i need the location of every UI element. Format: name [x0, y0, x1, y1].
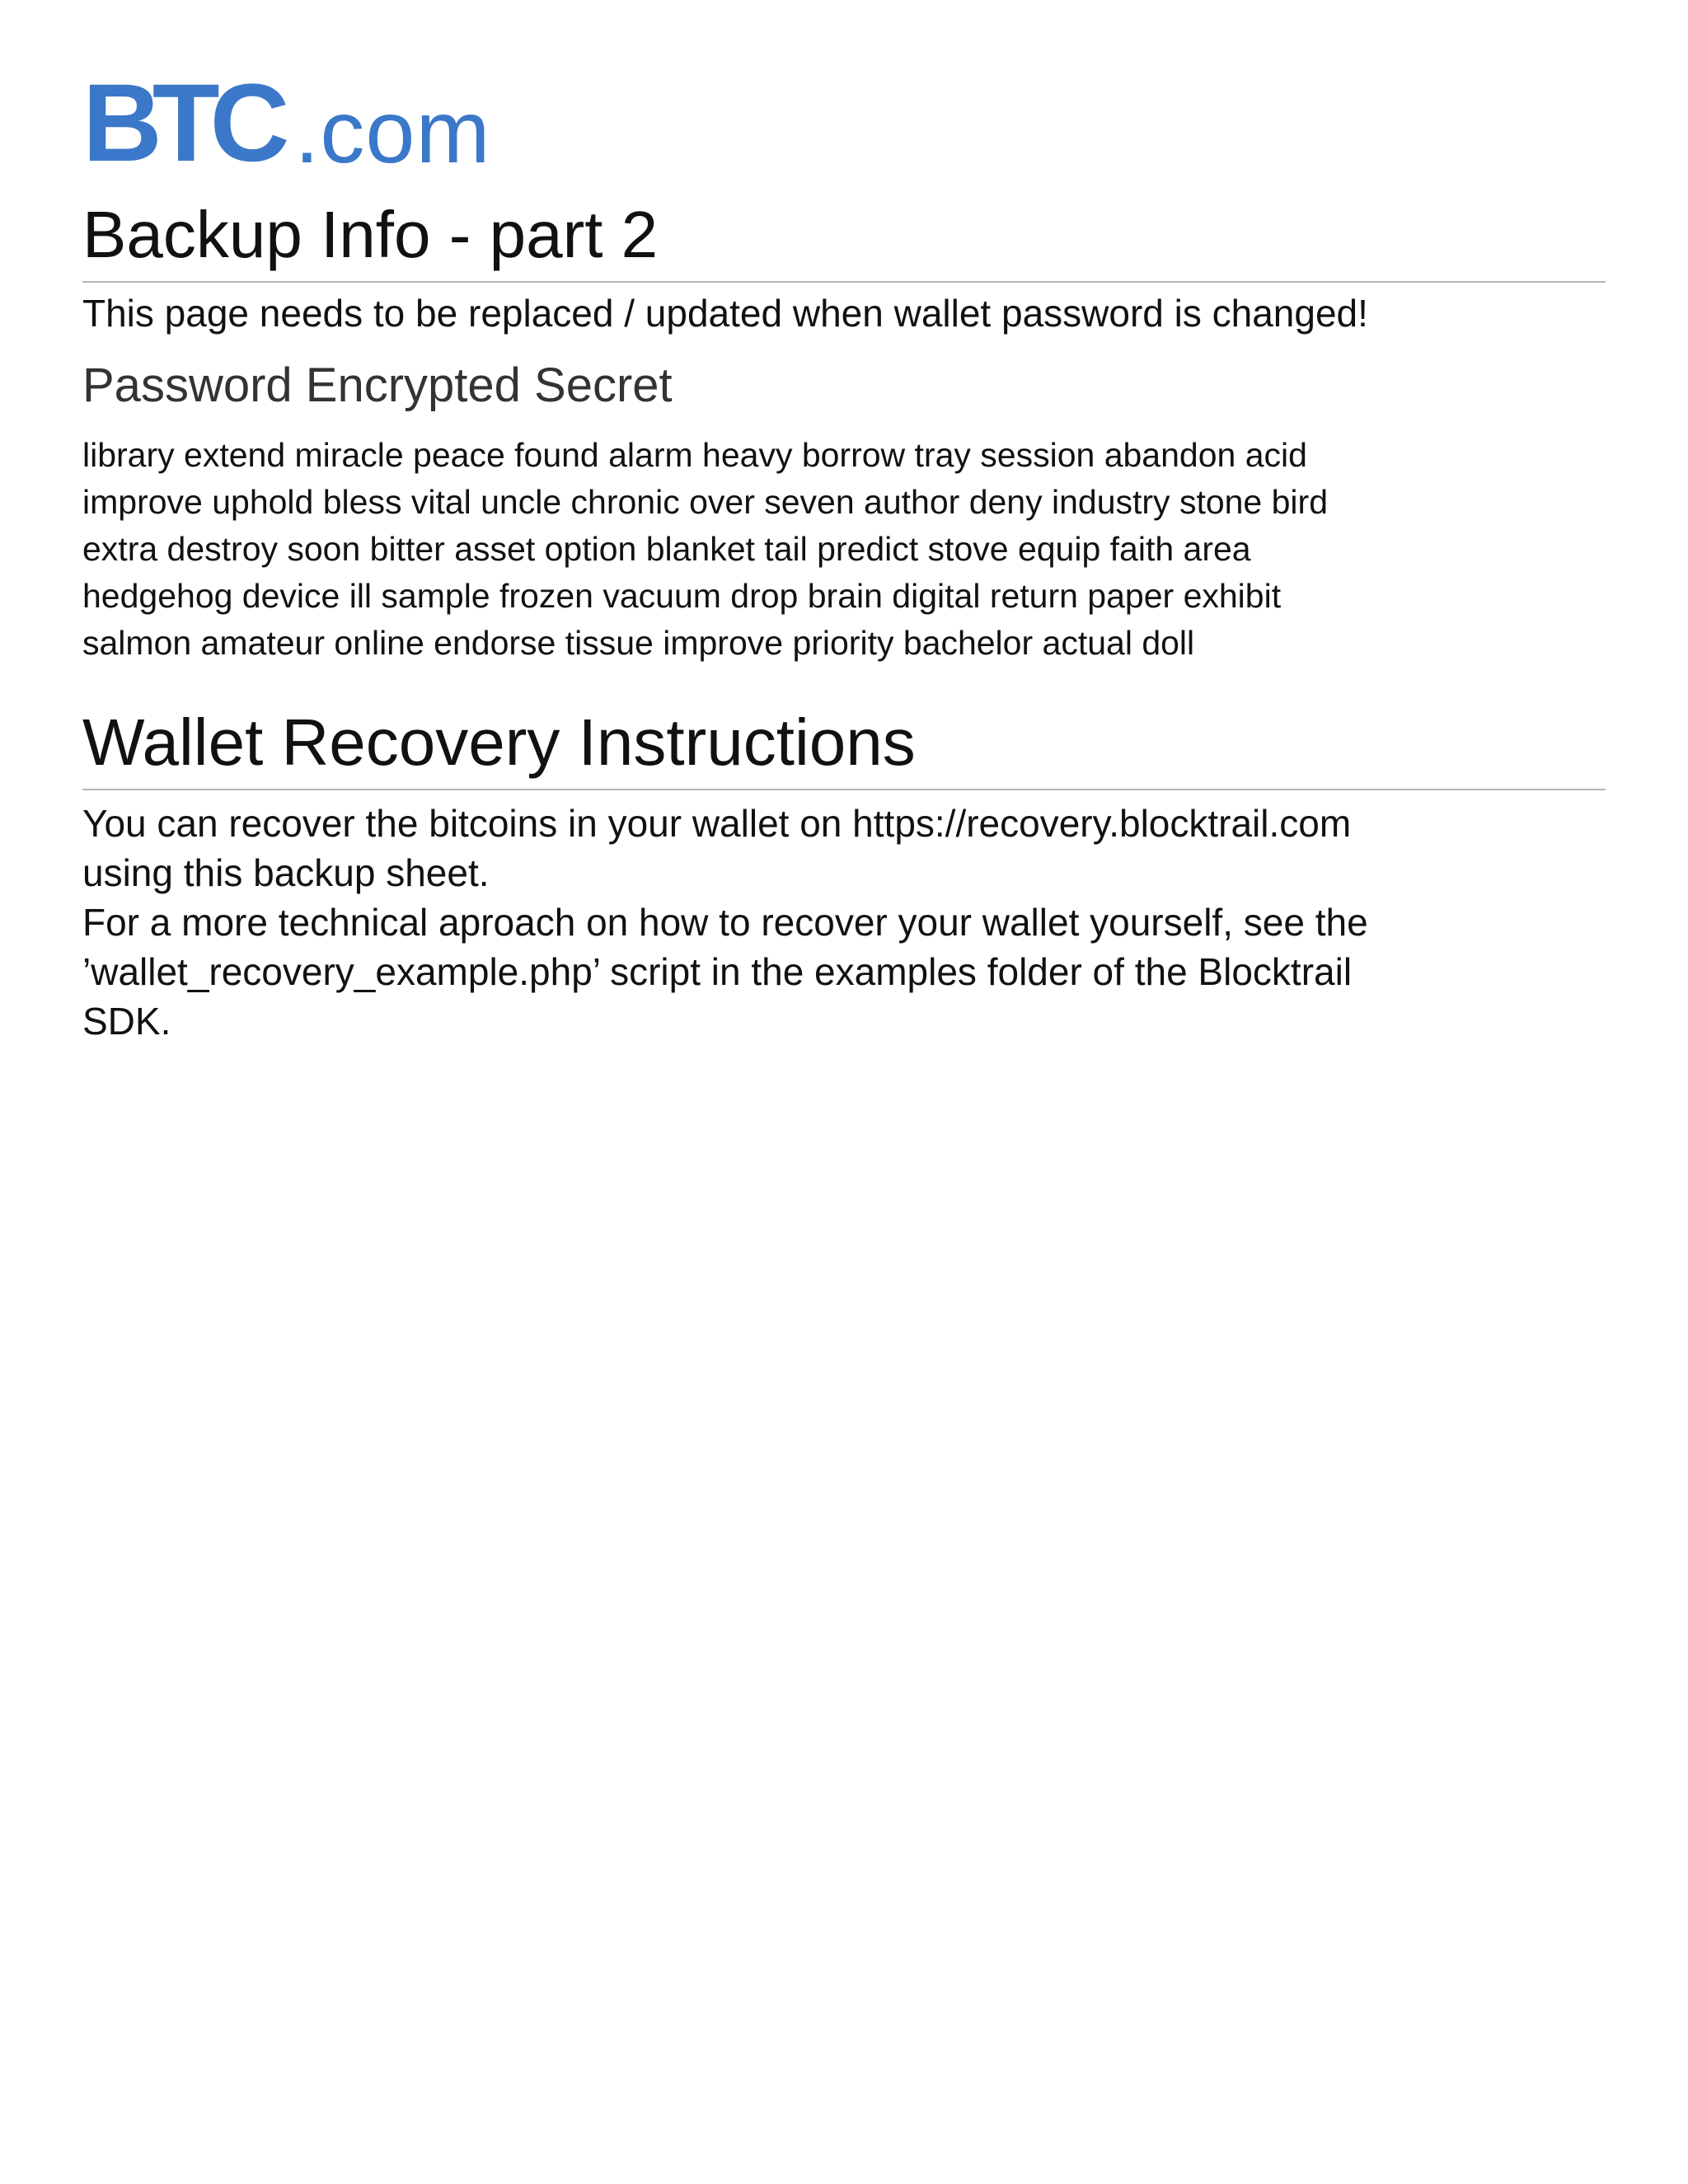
page-title: Backup Info - part 2 [82, 199, 1606, 283]
secret-line: extra destroy soon bitter asset option blanket tail predict stove equip faith area [82, 530, 1251, 569]
secret-line: hedgehog device ill sample frozen vacuum drop brain digital return paper exhibit [82, 577, 1282, 616]
backup-page [82, 62, 1606, 1046]
password-change-notice: This page needs to be replaced / updated when wallet password is changed! [82, 292, 1368, 335]
logo-suffix-text: .com [294, 82, 491, 182]
secret-line: improve uphold bless vital uncle chronic over seven author deny industry stone bird [82, 483, 1328, 522]
instruction-line: You can recover the bitcoins in your wallet on https://recovery.blocktrail.com [82, 802, 1352, 846]
logo-brand-text: BTC [82, 62, 280, 185]
instruction-line: SDK. [82, 1000, 171, 1043]
secret-line: salmon amateur online endorse tissue improve priority bachelor actual doll [82, 624, 1195, 663]
btc-com-logo [82, 62, 1606, 185]
recovery-instructions [82, 799, 1434, 1046]
instruction-line: For a more technical aproach on how to recover your wallet yourself, see the [82, 901, 1368, 944]
recovery-title: Wallet Recovery Instructions [82, 706, 1606, 790]
encrypted-secret-text [82, 432, 1418, 667]
instruction-line: using this backup sheet. [82, 851, 490, 895]
instruction-line: ’wallet_recovery_example.php’ script in the examples folder of the Blocktrail [82, 950, 1353, 994]
secret-line: library extend miracle peace found alarm heavy borrow tray session abandon acid [82, 436, 1307, 475]
secret-heading: Password Encrypted Secret [82, 358, 673, 412]
